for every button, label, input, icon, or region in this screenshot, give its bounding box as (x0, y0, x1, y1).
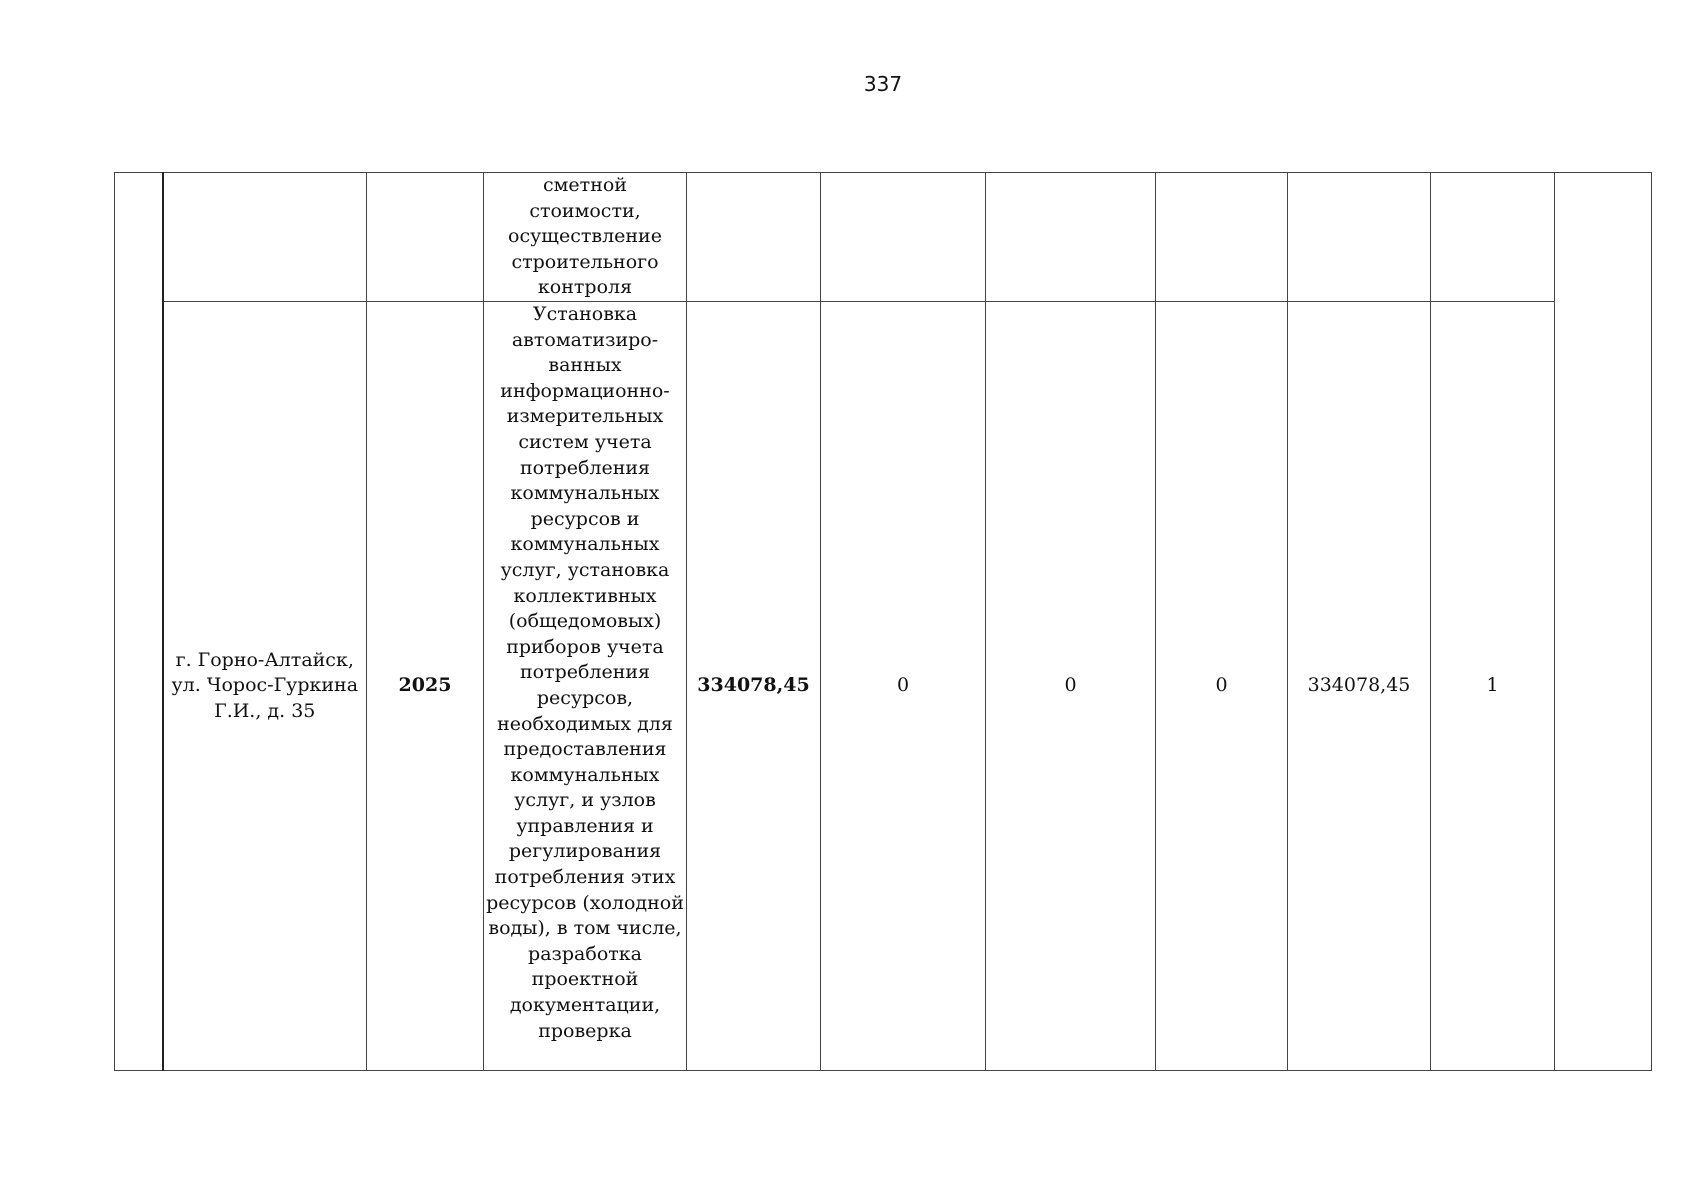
value-cell: 0 (1156, 302, 1288, 1071)
address-cell: г. Горно-Алтайск, ул. Чорос-Гуркина Г.И., д. 35 (163, 302, 367, 1071)
count-cell (1431, 173, 1555, 302)
value-cell: 334078,45 (1288, 302, 1431, 1071)
value-cell (1288, 173, 1431, 302)
year-cell: 2025 (367, 302, 484, 1071)
work-description-cell: Установка автоматизиро-ванных информационно-измерительных систем учета потребления коммунальных ресурсов и коммунальных услуг, установка коллективных (общедомовых) приборов учета потребления ресурсов, необходимых для предоставления коммунальных услуг, и узлов управления и регулирования потребления этих ресурсов (холодной воды), в том числе, разработка проектной документации, проверка (484, 302, 687, 1071)
work-description-cell: сметной стоимости, осуществление строительного контроля (484, 173, 687, 302)
right-edge-cell (1555, 173, 1652, 1071)
count-cell: 1 (1431, 302, 1555, 1071)
total-cost-cell (687, 173, 821, 302)
value-cell: 0 (821, 302, 986, 1071)
value-cell (1156, 173, 1288, 302)
index-cell (115, 173, 163, 1071)
table-row (115, 173, 1652, 302)
table-row (115, 302, 1652, 1071)
year-cell (367, 173, 484, 302)
page-number: 337 (863, 72, 903, 96)
value-cell (986, 173, 1156, 302)
value-cell (821, 173, 986, 302)
value-cell: 0 (986, 302, 1156, 1071)
work-program-table (114, 172, 1652, 1071)
address-cell (163, 173, 367, 302)
total-cost-cell: 334078,45 (687, 302, 821, 1071)
